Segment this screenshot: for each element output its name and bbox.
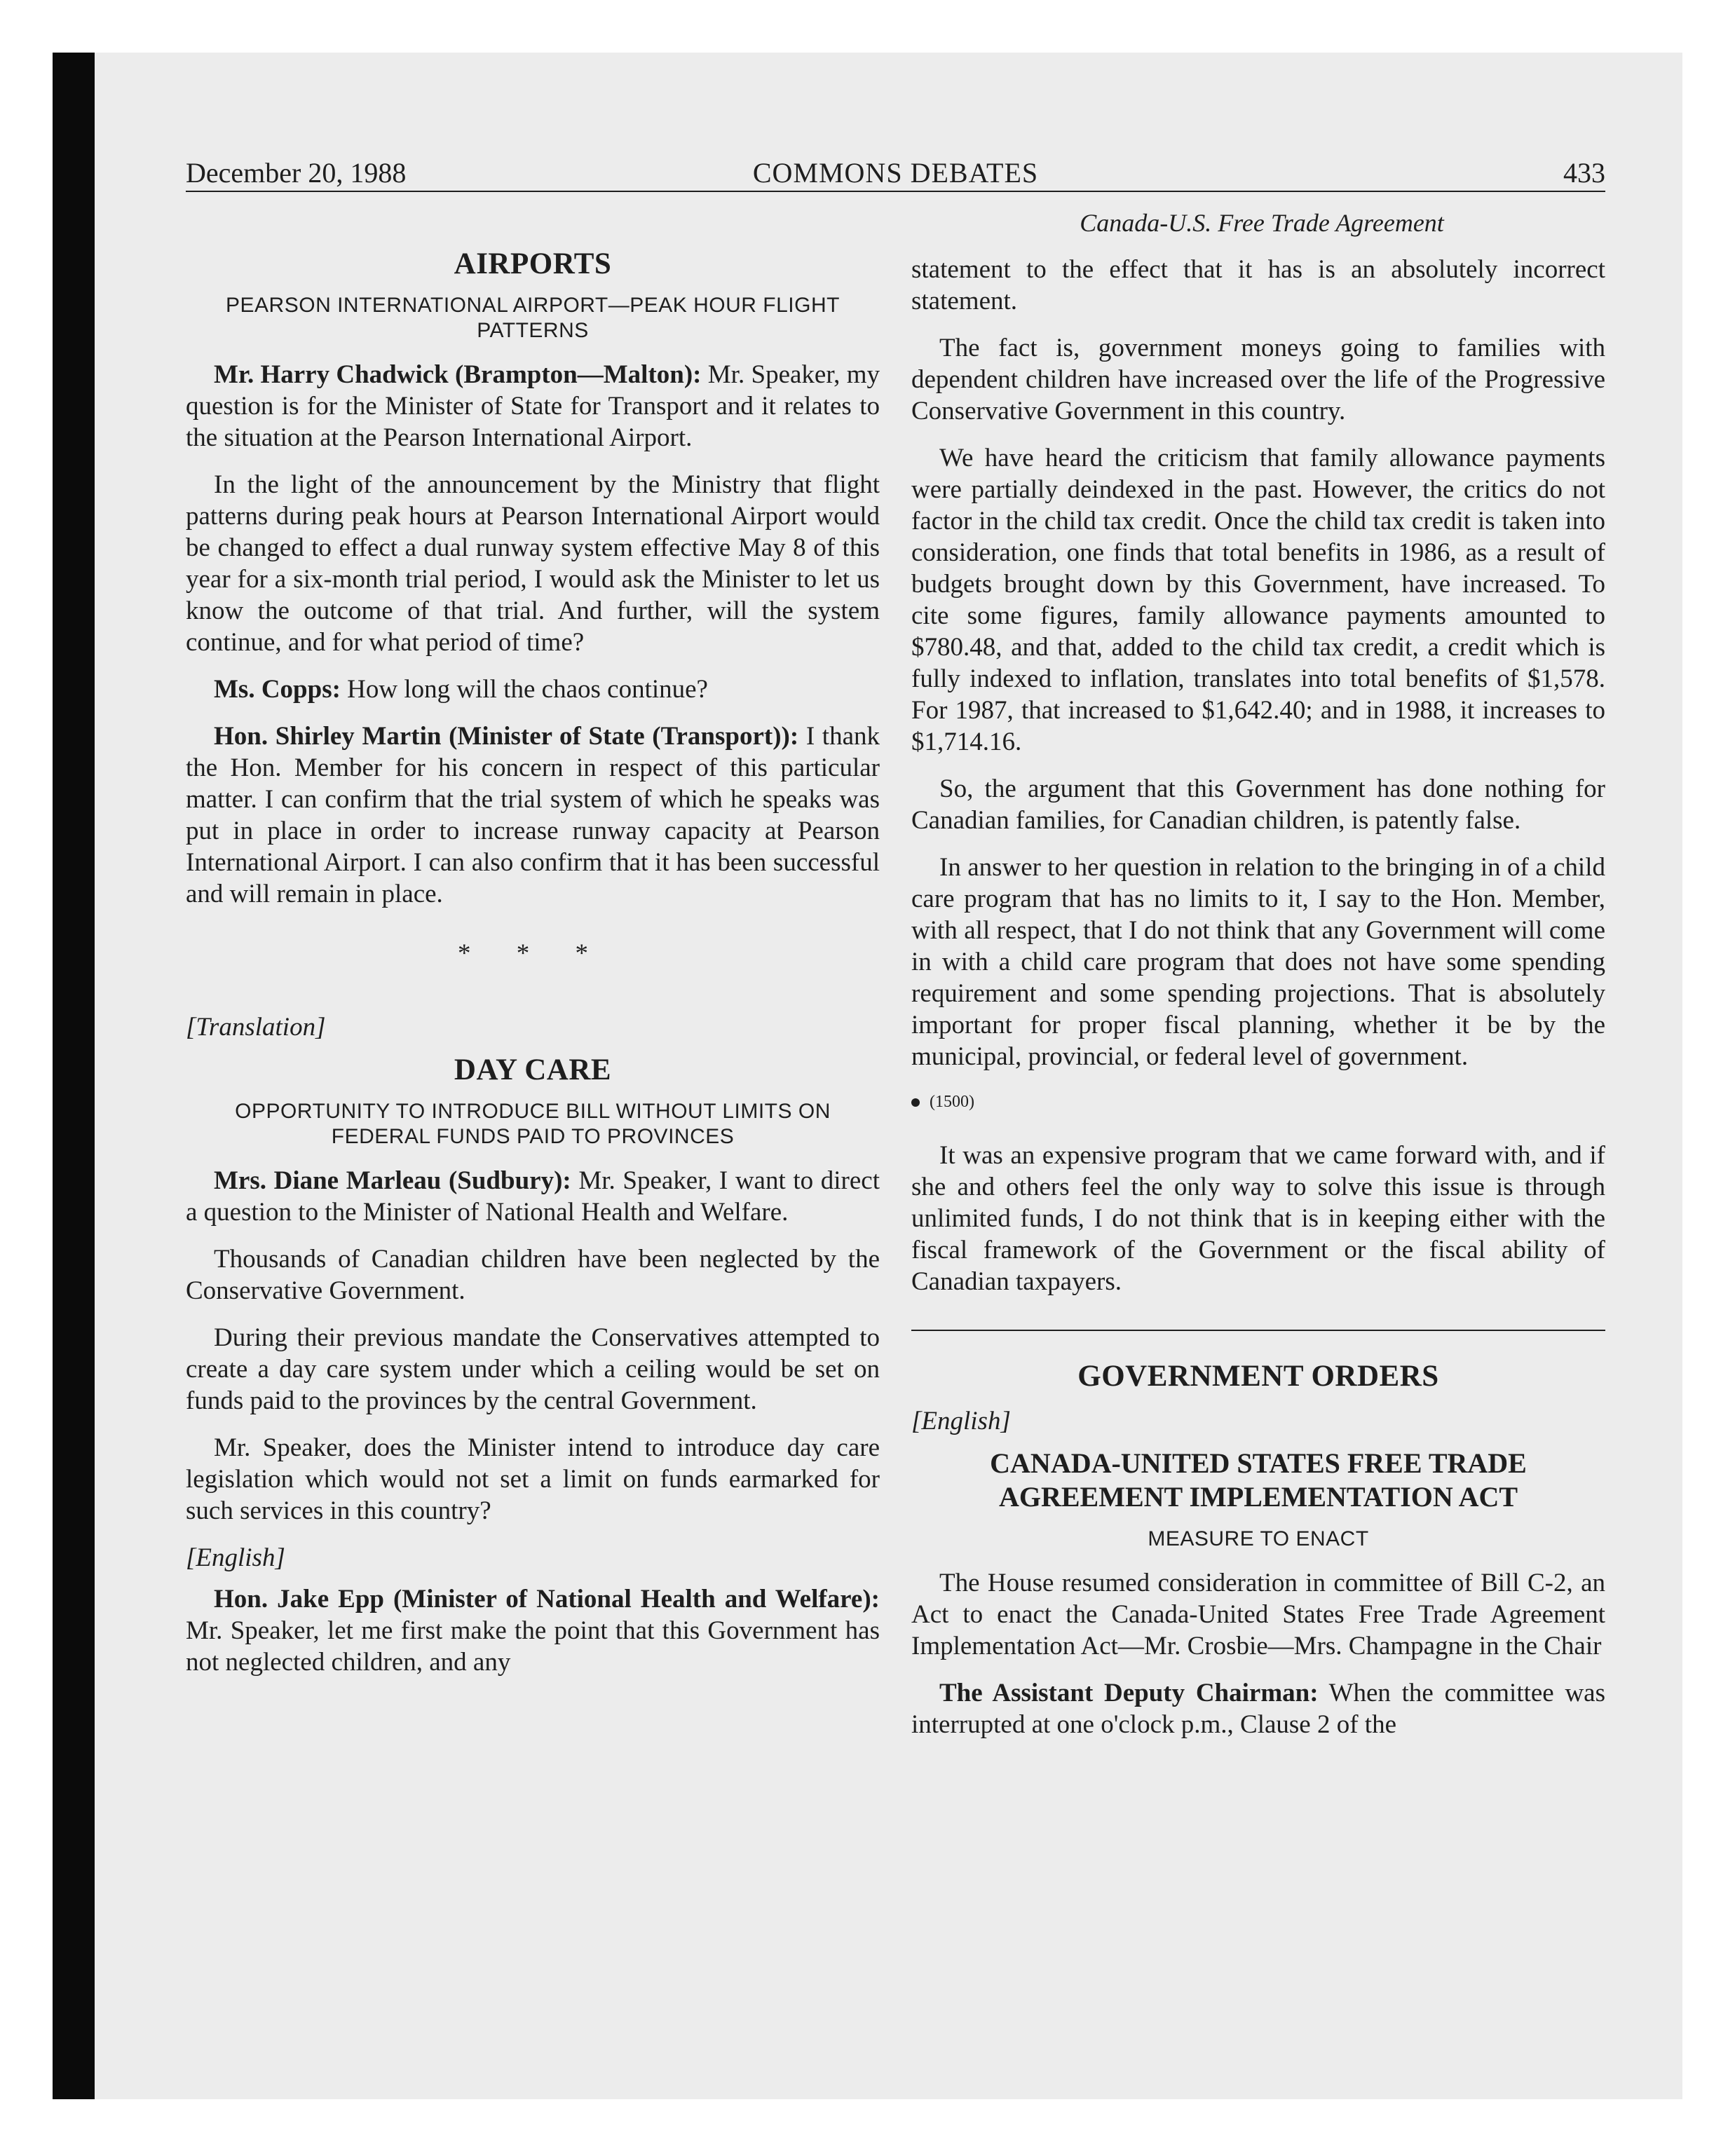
daycare-subheading: OPPORTUNITY TO INTRODUCE BILL WITHOUT LIMITS ON FEDERAL FUNDS PAID TO PROVINCES [235, 1100, 831, 1148]
marleau-paragraph-3: During their previous mandate the Conservatives attempted to create a day care system under which a ceiling would be set on funds paid to the provinces by the central Government. [186, 1323, 880, 1415]
martin-paragraph [186, 721, 880, 910]
daycare-heading: DAY CARE [454, 1053, 612, 1086]
english-tag: [English] [911, 1407, 1011, 1435]
bill-subheading: MEASURE TO ENACT [1148, 1527, 1369, 1550]
right-column [911, 254, 1605, 1756]
header-title: COMMONS DEBATES [752, 157, 1039, 189]
marleau-paragraph-2: Thousands of Canadian children have been neglected by the Conservative Government. [186, 1245, 880, 1305]
page-number: 433 [1563, 157, 1605, 189]
speaker-name: Mrs. Diane Marleau (Sudbury): [214, 1166, 571, 1195]
speech-text: I thank the Hon. Member for his concern in respect of this particular matter. I can confirm that the trial system of which he speaks was put in place in order to increase runway capacity at Pearson International Airport. I can also confirm that it has been successful and will remain in place. [186, 722, 880, 908]
speech-text: When the committee was interrupted at one o'clock p.m., Clause 2 of the [911, 1679, 1605, 1739]
section-rule [911, 1330, 1605, 1331]
speaker-name: Mr. Harry Chadwick (Brampton—Malton): [214, 360, 702, 389]
speaker-name: The Assistant Deputy Chairman: [939, 1679, 1319, 1707]
speech-text: Mr. Speaker, let me first make the point that this Government has not neglected children, and any [186, 1616, 880, 1677]
house-resumed-paragraph: The House resumed consideration in committee of Bill C-2, an Act to enact the Canada-United States Free Trade Agreement Implementation Act—Mr. Crosbie—Mrs. Champagne in the Chair [911, 1569, 1605, 1660]
government-orders-heading: GOVERNMENT ORDERS [1077, 1360, 1439, 1393]
chadwick-paragraph-2: In the light of the announcement by the Ministry that flight patterns during peak hours at Pearson International Airport would be changed to effect a dual runway system effective May 8 of this year for a six-month trial period, I would ask the Minister to let us know the outcome of that trial. And further, will the system continue, and for what period of time? [186, 470, 880, 657]
binding-edge [53, 53, 95, 2099]
header-rule [186, 191, 1605, 192]
speaker-name: Hon. Shirley Martin (Minister of State (Transport)): [214, 722, 799, 751]
copps-paragraph [186, 674, 880, 705]
speech-text: How long will the chaos continue? [340, 675, 708, 704]
epp-paragraph-3: We have heard the criticism that family allowance payments were partially deindexed in the past. However, the critics do not factor in the child tax credit. Once the child tax credit is taken into consideration, one finds that total benefits in 1986, as a result of budgets brought down by this Government, have increased. To cite some figures, family allowance payments amounted to $780.48, and that, added to the child tax credit, a credit which is fully indexed to inflation, translates into total benefits of $1,578. For 1987, that increased to $1,642.40; and in 1988, it increases to $1,714.16. [911, 444, 1605, 756]
epp-paragraph [186, 1583, 880, 1678]
header-date: December 20, 1988 [186, 157, 407, 189]
epp-paragraph-4: So, the argument that this Government has done nothing for Canadian families, for Canadian children, is patently false. [911, 775, 1605, 835]
epp-paragraph-2: The fact is, government moneys going to families with dependent children have increased over the life of the Progressive Conservative Government in this country. [911, 334, 1605, 425]
chair-paragraph [911, 1677, 1605, 1740]
bill-heading: CANADA-UNITED STATES FREE TRADE AGREEMENT IMPLEMENTATION ACT [990, 1447, 1527, 1513]
speaker-name: Hon. Jake Epp (Minister of National Health and Welfare): [214, 1585, 880, 1613]
airports-heading: AIRPORTS [454, 247, 612, 280]
speech-text: Mr. Speaker, my question is for the Minister of State for Transport and it relates to the situation at the Pearson International Airport. [186, 360, 880, 452]
bullet-icon [911, 1098, 920, 1107]
epp-continued-paragraph: statement to the effect that it has is an absolutely incorrect statement. [911, 255, 1605, 315]
english-tag: [English] [186, 1543, 285, 1572]
section-break-stars: * * * [458, 939, 608, 968]
airports-subheading: PEARSON INTERNATIONAL AIRPORT—PEAK HOUR FLIGHT PATTERNS [226, 294, 840, 342]
time-text: (1500) [930, 1093, 974, 1111]
running-head: Canada-U.S. Free Trade Agreement [1080, 209, 1444, 237]
epp-paragraph-5: In answer to her question in relation to the bringing in of a child care program that has no limits to it, I say to the Hon. Member, with all respect, that I do not think that any Government will come in with a child care program that does not have some spending requirement and some spending projections. That is absolutely important for proper fiscal planning, whether it be by the municipal, provincial, or federal level of government. [911, 853, 1605, 1071]
speech-text: Mr. Speaker, I want to direct a question to the Minister of National Health and Welfare. [186, 1166, 880, 1227]
marleau-paragraph-4: Mr. Speaker, does the Minister intend to introduce day care legislation which would not set a limit on funds earmarked for such services in this country? [186, 1433, 880, 1525]
epp-paragraph-6: It was an expensive program that we came forward with, and if she and others feel the only way to solve this issue is through unlimited funds, I do not think that is in keeping either with the fiscal framework of the Government or the fiscal ability of Canadian taxpayers. [911, 1141, 1605, 1296]
left-column [186, 247, 880, 1693]
speaker-name: Ms. Copps: [214, 675, 341, 704]
page-header [186, 156, 1605, 191]
translation-tag: [Translation] [186, 1013, 326, 1042]
time-marker [911, 1088, 1605, 1116]
chadwick-paragraph [186, 359, 880, 453]
marleau-paragraph [186, 1165, 880, 1228]
